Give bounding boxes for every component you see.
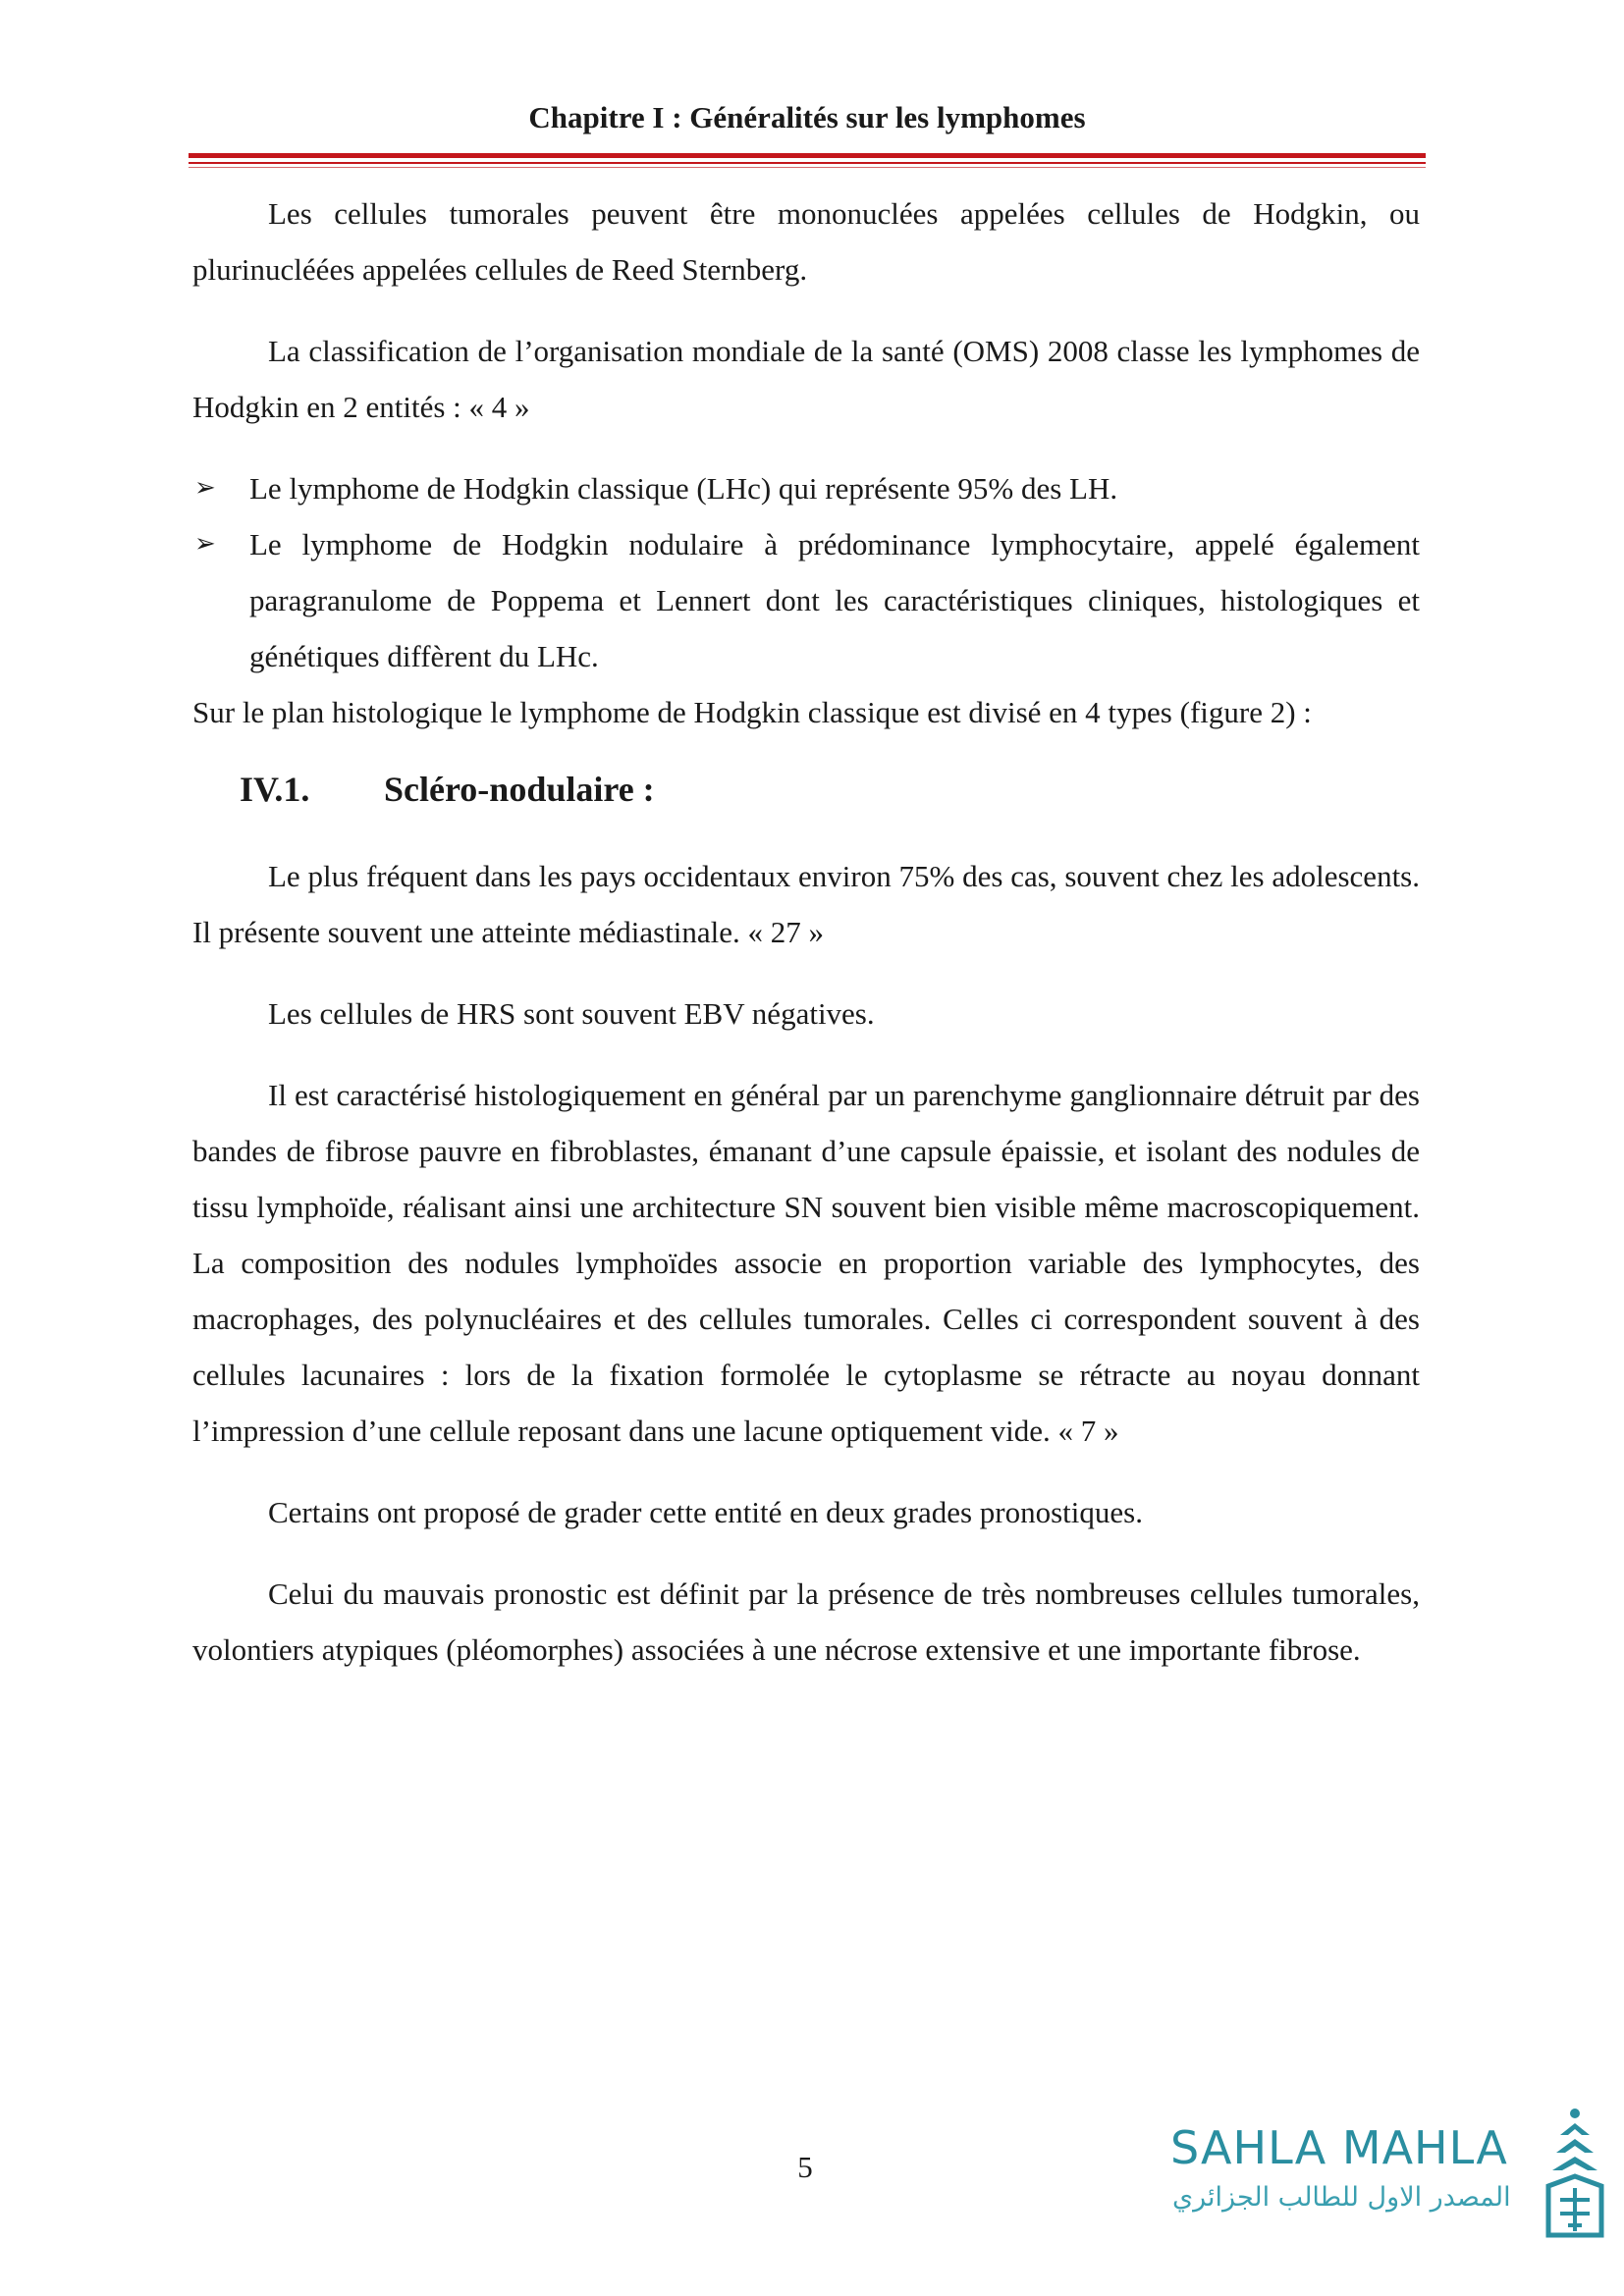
paragraph-classification-oms: La classification de l’organisation mondiale de la santé (OMS) 2008 classe les lymphomes de Hodgkin en 2 entités : « 4 » bbox=[192, 334, 1420, 424]
paragraph-mauvais-pronostic: Celui du mauvais pronostic est définit par la présence de très nombreuses cellules tumorales, volontiers atypiques (pléomorphes) associées à une nécrose extensive et une importante fibrose. bbox=[192, 1576, 1420, 1667]
logo-name: SAHLA MAHLA bbox=[1170, 2121, 1508, 2174]
paragraph-plan-histologique: Sur le plan histologique le lymphome de Hodgkin classique est divisé en 4 types (figure 2) : bbox=[192, 695, 1312, 729]
paragraph-cellules-tumorales: Les cellules tumorales peuvent être mononuclées appelées cellules de Hodgkin, ou plurinucléées appelées cellules de Reed Sternberg. bbox=[192, 196, 1420, 287]
section-number: IV.1. bbox=[240, 770, 310, 809]
list-item bbox=[192, 460, 1420, 516]
bullet-list-entites bbox=[192, 460, 1420, 684]
sahla-mahla-emblem-icon bbox=[1539, 2106, 1612, 2243]
paragraph-plus-frequent: Le plus fréquent dans les pays occidentaux environ 75% des cas, souvent chez les adolescents. Il présente souvent une atteinte médiastinale. « 27 » bbox=[192, 859, 1420, 949]
section-heading bbox=[240, 760, 1420, 819]
paragraph-grades: Certains ont proposé de grader cette entité en deux grades pronostiques. bbox=[268, 1495, 1143, 1529]
list-item bbox=[192, 516, 1420, 684]
header-rule-thin bbox=[189, 162, 1426, 164]
arrowhead-bullet-icon: ➢ bbox=[194, 529, 216, 559]
paragraph-cellules-hrs: Les cellules de HRS sont souvent EBV négatives. bbox=[268, 996, 875, 1031]
arrowhead-bullet-icon: ➢ bbox=[194, 473, 216, 503]
list-item-text: Le lymphome de Hodgkin nodulaire à prédominance lymphocytaire, appelé également paragranulome de Poppema et Lennert dont les caractéristiques cliniques, histologiques et génétiques diffèrent du LHc. bbox=[249, 527, 1420, 673]
page-header-title: Chapitre I : Généralités sur les lymphomes bbox=[528, 100, 1086, 134]
document-body bbox=[192, 186, 1420, 1703]
logo-tagline: المصدر الاول للطالب الجزائري bbox=[1172, 2182, 1511, 2213]
header-rule-hairline bbox=[189, 167, 1426, 168]
section-title: Scléro-nodulaire : bbox=[384, 770, 655, 809]
header-rule bbox=[189, 153, 1426, 158]
paragraph-caracterisation: Il est caractérisé histologiquement en général par un parenchyme ganglionnaire détruit par des bandes de fibrose pauvre en fibroblastes, émanant d’une capsule épaissie, et isolant des nodules de tissu lymphoïde, réalisant ainsi une architecture SN souvent bien visible même macroscopiquement. La composition des nodules lymphoïdes associe en proportion variable des lymphocytes, des macrophages, des polynucléaires et des cellules tumorales. Celles ci correspondent souvent à des cellules lacunaires : lors de la fixation formolée le cytoplasme se rétracte au noyau donnant l’impression d’une cellule reposant dans une lacune optiquement vide. « 7 » bbox=[192, 1078, 1420, 1448]
list-item-text: Le lymphome de Hodgkin classique (LHc) qui représente 95% des LH. bbox=[249, 471, 1118, 506]
sahla-mahla-logo bbox=[1170, 2106, 1612, 2253]
page-number: 5 bbox=[797, 2150, 813, 2184]
